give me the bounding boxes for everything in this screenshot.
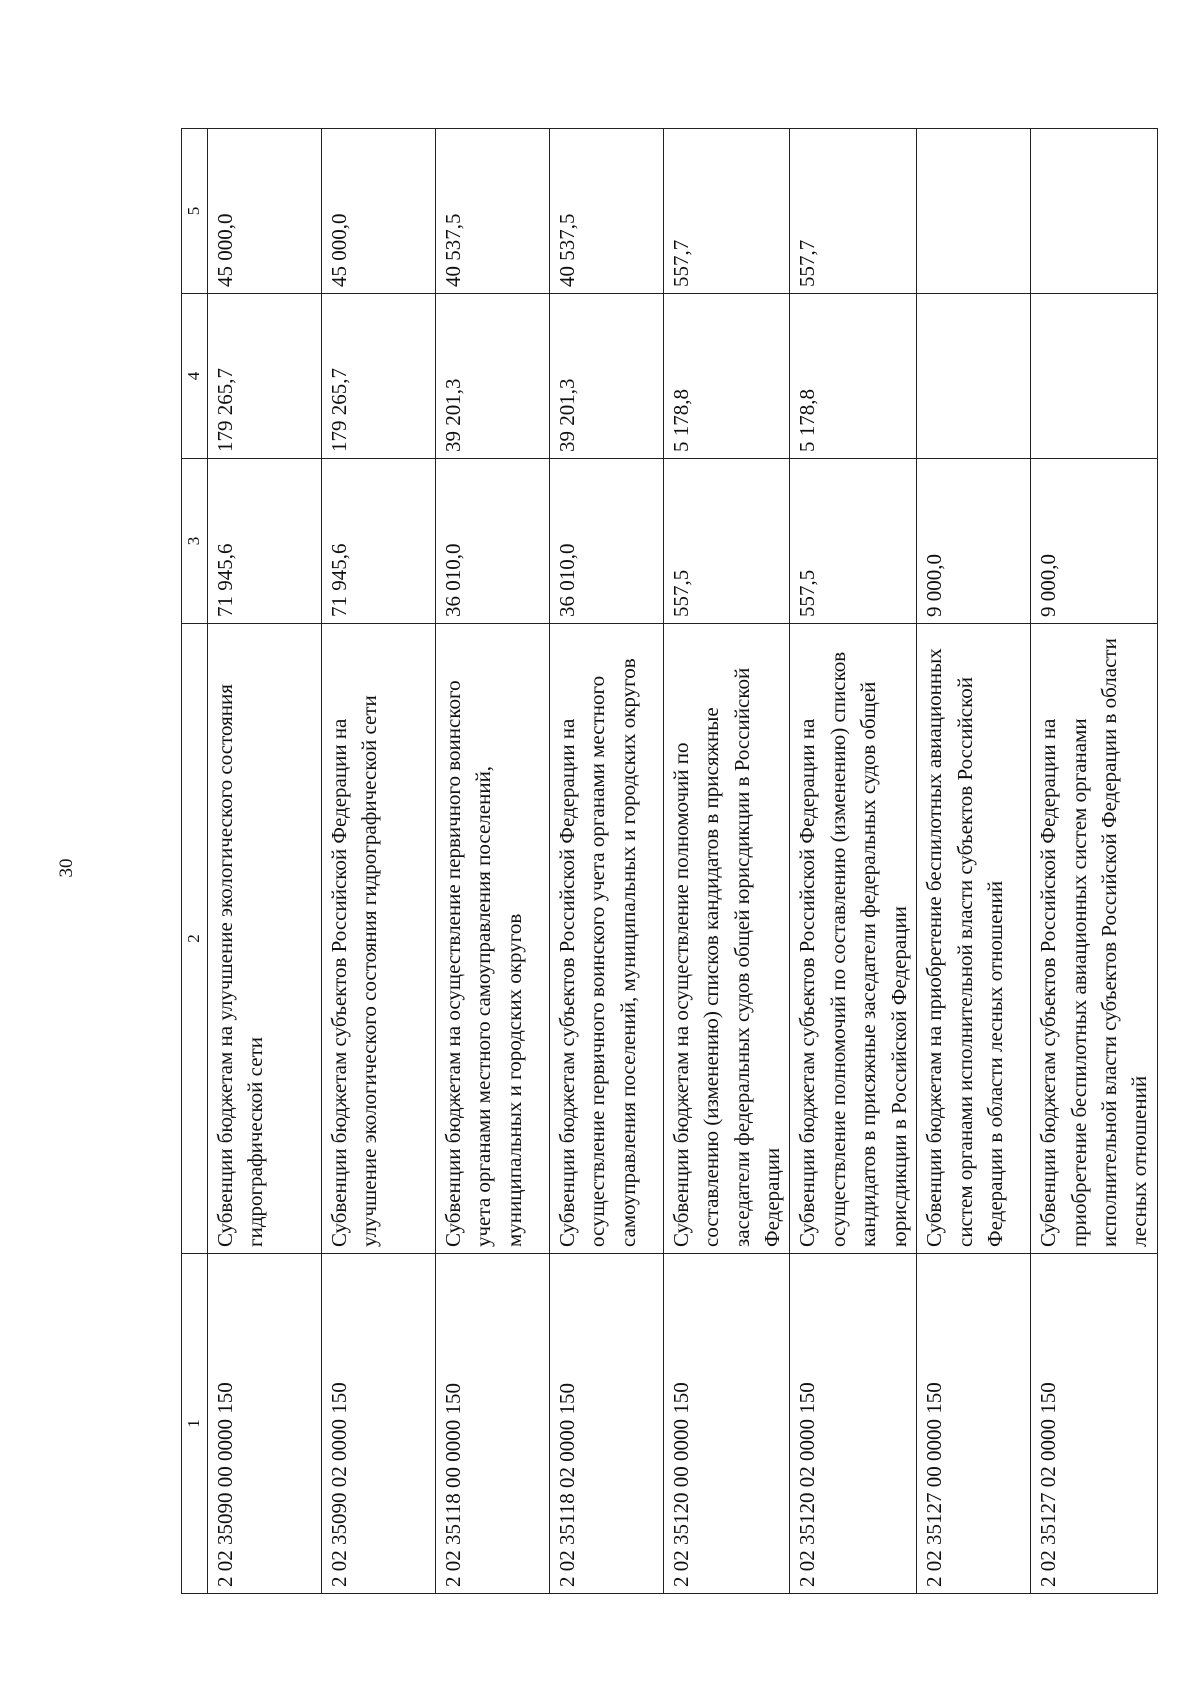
budget-code-cell: 2 02 35118 02 0000 150 [549,1254,663,1594]
amount-col4-cell [917,294,1031,459]
budget-code-cell: 2 02 35090 02 0000 150 [321,1254,435,1594]
table-row [917,129,1031,1594]
table-row [663,129,790,1594]
amount-col4-cell: 5 178,8 [790,294,917,459]
column-header-1: 1 [182,1254,208,1594]
amount-col4-cell: 39 201,3 [549,294,663,459]
budget-code-cell: 2 02 35127 00 0000 150 [917,1254,1031,1594]
table-row [549,129,663,1594]
amount-col5-cell: 40 537,5 [435,129,549,294]
income-name-cell: Субвенции бюджетам на приобретение беспилотных авиационных систем органами исполнительной власти субъектов Российской Федерации в области лесных отношений [917,624,1031,1254]
income-name-cell: Субвенции бюджетам субъектов Российской Федерации на улучшение экологического состояния гидрографической сети [321,624,435,1254]
amount-col4-cell: 179 265,7 [321,294,435,459]
amount-col3-cell: 9 000,0 [1031,459,1158,624]
income-name-cell: Субвенции бюджетам на улучшение экологического состояния гидрографической сети [207,624,321,1254]
subventions-table-container [181,129,1152,1594]
amount-col4-cell: 39 201,3 [435,294,549,459]
amount-col3-cell: 36 010,0 [435,459,549,624]
amount-col3-cell: 9 000,0 [917,459,1031,624]
amount-col5-cell: 40 537,5 [549,129,663,294]
amount-col3-cell: 36 010,0 [549,459,663,624]
income-name-cell: Субвенции бюджетам субъектов Российской Федерации на осуществление полномочий по составлению (изменению) списков кандидатов в присяжные заседатели федеральных судов общей юрисдикции в Российской Федерации [790,624,917,1254]
amount-col5-cell [917,129,1031,294]
amount-col4-cell [1031,294,1158,459]
table-header-row [182,129,208,1594]
amount-col4-cell: 179 265,7 [207,294,321,459]
amount-col3-cell: 71 945,6 [321,459,435,624]
budget-code-cell: 2 02 35127 02 0000 150 [1031,1254,1158,1594]
amount-col5-cell: 45 000,0 [321,129,435,294]
page-number-text: 30 [56,858,77,878]
income-name-cell: Субвенции бюджетам субъектов Российской Федерации на приобретение беспилотных авиационных систем органами исполнительной власти субъектов Российской Федерации в области лесных отношений [1031,624,1158,1254]
page-number [47,853,87,883]
budget-code-cell: 2 02 35120 00 0000 150 [663,1254,790,1594]
income-name-cell: Субвенции бюджетам на осуществление первичного воинского учета органами местного самоуправления поселений, муниципальных и городских округов [435,624,549,1254]
table-row [321,129,435,1594]
amount-col3-cell: 71 945,6 [207,459,321,624]
amount-col3-cell: 557,5 [790,459,917,624]
income-name-cell: Субвенции бюджетам субъектов Российской Федерации на осуществление первичного воинского учета органами местного самоуправления поселений, муниципальных и городских округов [549,624,663,1254]
column-header-4: 4 [182,294,208,459]
amount-col5-cell: 557,7 [790,129,917,294]
budget-code-cell: 2 02 35120 02 0000 150 [790,1254,917,1594]
amount-col3-cell: 557,5 [663,459,790,624]
table-row [1031,129,1158,1594]
column-header-5: 5 [182,129,208,294]
amount-col5-cell [1031,129,1158,294]
amount-col4-cell: 5 178,8 [663,294,790,459]
amount-col5-cell: 45 000,0 [207,129,321,294]
budget-code-cell: 2 02 35118 00 0000 150 [435,1254,549,1594]
budget-code-cell: 2 02 35090 00 0000 150 [207,1254,321,1594]
income-name-cell: Субвенции бюджетам на осуществление полномочий по составлению (изменению) списков кандидатов в присяжные заседатели федеральных судов общей юрисдикции в Российской Федерации [663,624,790,1254]
amount-col5-cell: 557,7 [663,129,790,294]
column-header-2: 2 [182,624,208,1254]
column-header-3: 3 [182,459,208,624]
subventions-table [181,128,1158,1594]
table-row [435,129,549,1594]
table-row [207,129,321,1594]
table-row [790,129,917,1594]
